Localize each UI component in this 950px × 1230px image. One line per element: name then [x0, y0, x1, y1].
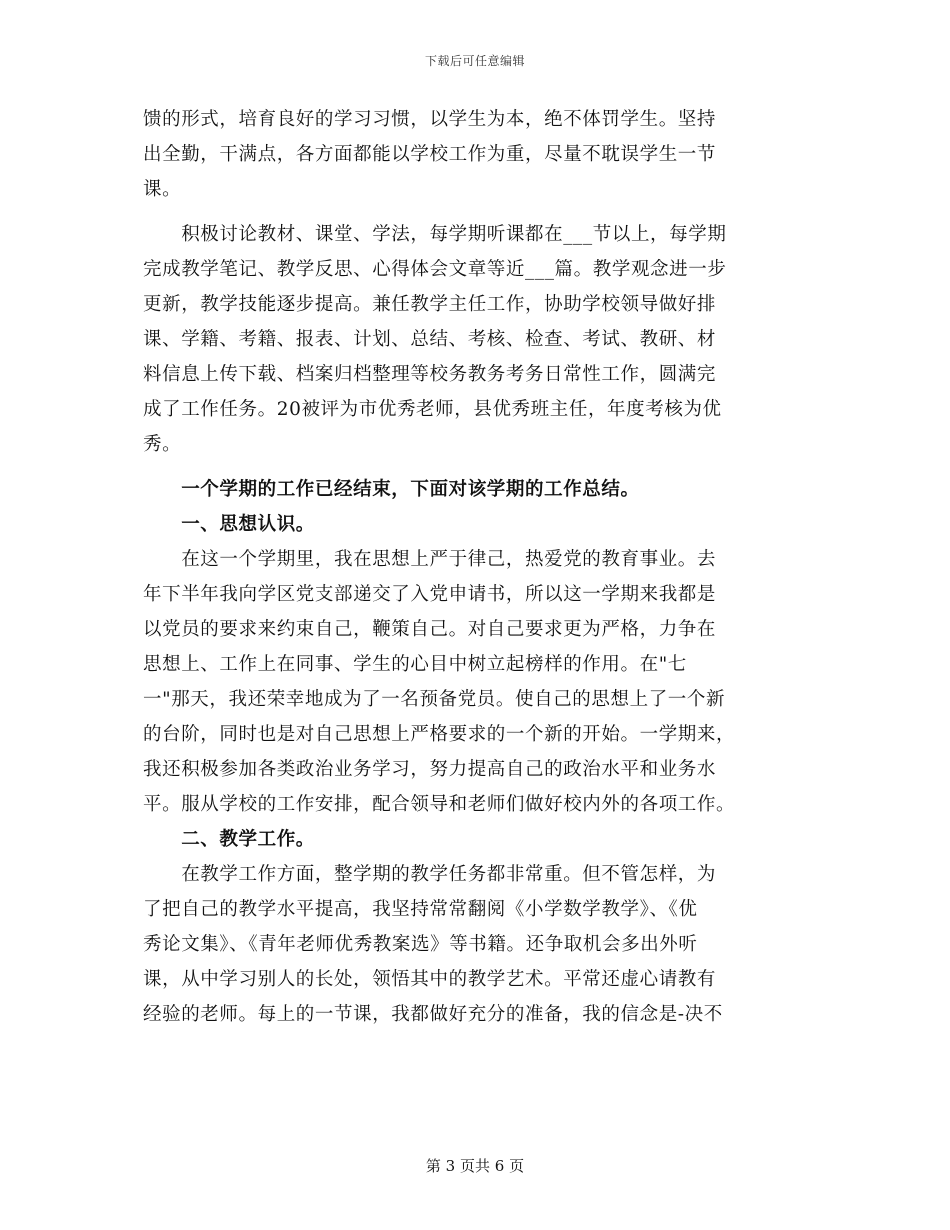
text-line: 了把自己的教学水平提高，我坚持常常翻阅《小学数学教学》、《优 [143, 899, 698, 920]
paragraph-spacer [143, 462, 799, 472]
text-line: 思想上、工作上在同事、学生的心目中树立起榜样的作用。在"七 [143, 654, 687, 675]
text-line: 课、学籍、考籍、报表、计划、总结、考核、检查、考试、教研、材 [143, 329, 717, 350]
text-line: 年下半年我向学区党支部递交了入党申请书，所以这一学期来我都是 [143, 584, 717, 605]
text-line: 课，从中学习别人的长处，领悟其中的教学艺术。平常还虚心请教有 [143, 969, 717, 990]
page-footer: 第 3 页共 6 页 [425, 1157, 525, 1175]
text-line: 出全勤，干满点，各方面都能以学校工作为重，尽量不耽误学生一节 [143, 144, 717, 165]
heading-line: 二、教学工作。 [143, 829, 315, 850]
text-line: 在这一个学期里，我在思想上严于律己，热爱党的教育事业。去 [143, 549, 717, 570]
text-line: 馈的形式，培育良好的学习习惯，以学生为本，绝不体罚学生。坚持 [143, 109, 717, 130]
text-line: 课。 [143, 179, 182, 200]
text-line: 的台阶，同时也是对自己思想上严格要求的一个新的开始。一学期来， [143, 724, 736, 745]
text-line: 完成教学笔记、教学反思、心得体会文章等近___篇。教学观念进一步 [143, 259, 727, 280]
text-line: 成了工作任务。20被评为市优秀老师，县优秀班主任，年度考核为优 [143, 399, 722, 420]
text-line: 秀。 [143, 434, 182, 455]
page-header: 下载后可任意编辑 [424, 54, 525, 68]
text-line: 在教学工作方面，整学期的教学任务都非常重。但不管怎样，为 [143, 864, 717, 885]
text-line: 秀论文集》、《青年老师优秀教案选》等书籍。还争取机会多出外听 [143, 934, 698, 955]
text-line: 经验的老师。每上的一节课，我都做好充分的准备，我的信念是-决不 [143, 1004, 723, 1025]
text-line: 我还积极参加各类政治业务学习，努力提高自己的政治水平和业务水 [143, 759, 717, 780]
text-line: 平。服从学校的工作安排，配合领导和老师们做好校内外的各项工作。 [143, 794, 736, 815]
text-line: 积极讨论教材、课堂、学法，每学期听课都在___节以上，每学期 [143, 224, 727, 245]
heading-line: 一个学期的工作已经结束，下面对该学期的工作总结。 [143, 479, 640, 500]
text-line: 以党员的要求来约束自己，鞭策自己。对自己要求更为严格，力争在 [143, 619, 717, 640]
text-line: 一"那天，我还荣幸地成为了一名预备党员。使自己的思想上了一个新 [143, 689, 726, 710]
document-body [143, 102, 799, 1032]
text-line: 更新，教学技能逐步提高。兼任教学主任工作，协助学校领导做好排 [143, 294, 717, 315]
text-line: 料信息上传下载、档案归档整理等校务教务考务日常性工作，圆满完 [143, 364, 717, 385]
paragraph-spacer [143, 207, 799, 217]
heading-line: 一、思想认识。 [143, 514, 315, 535]
